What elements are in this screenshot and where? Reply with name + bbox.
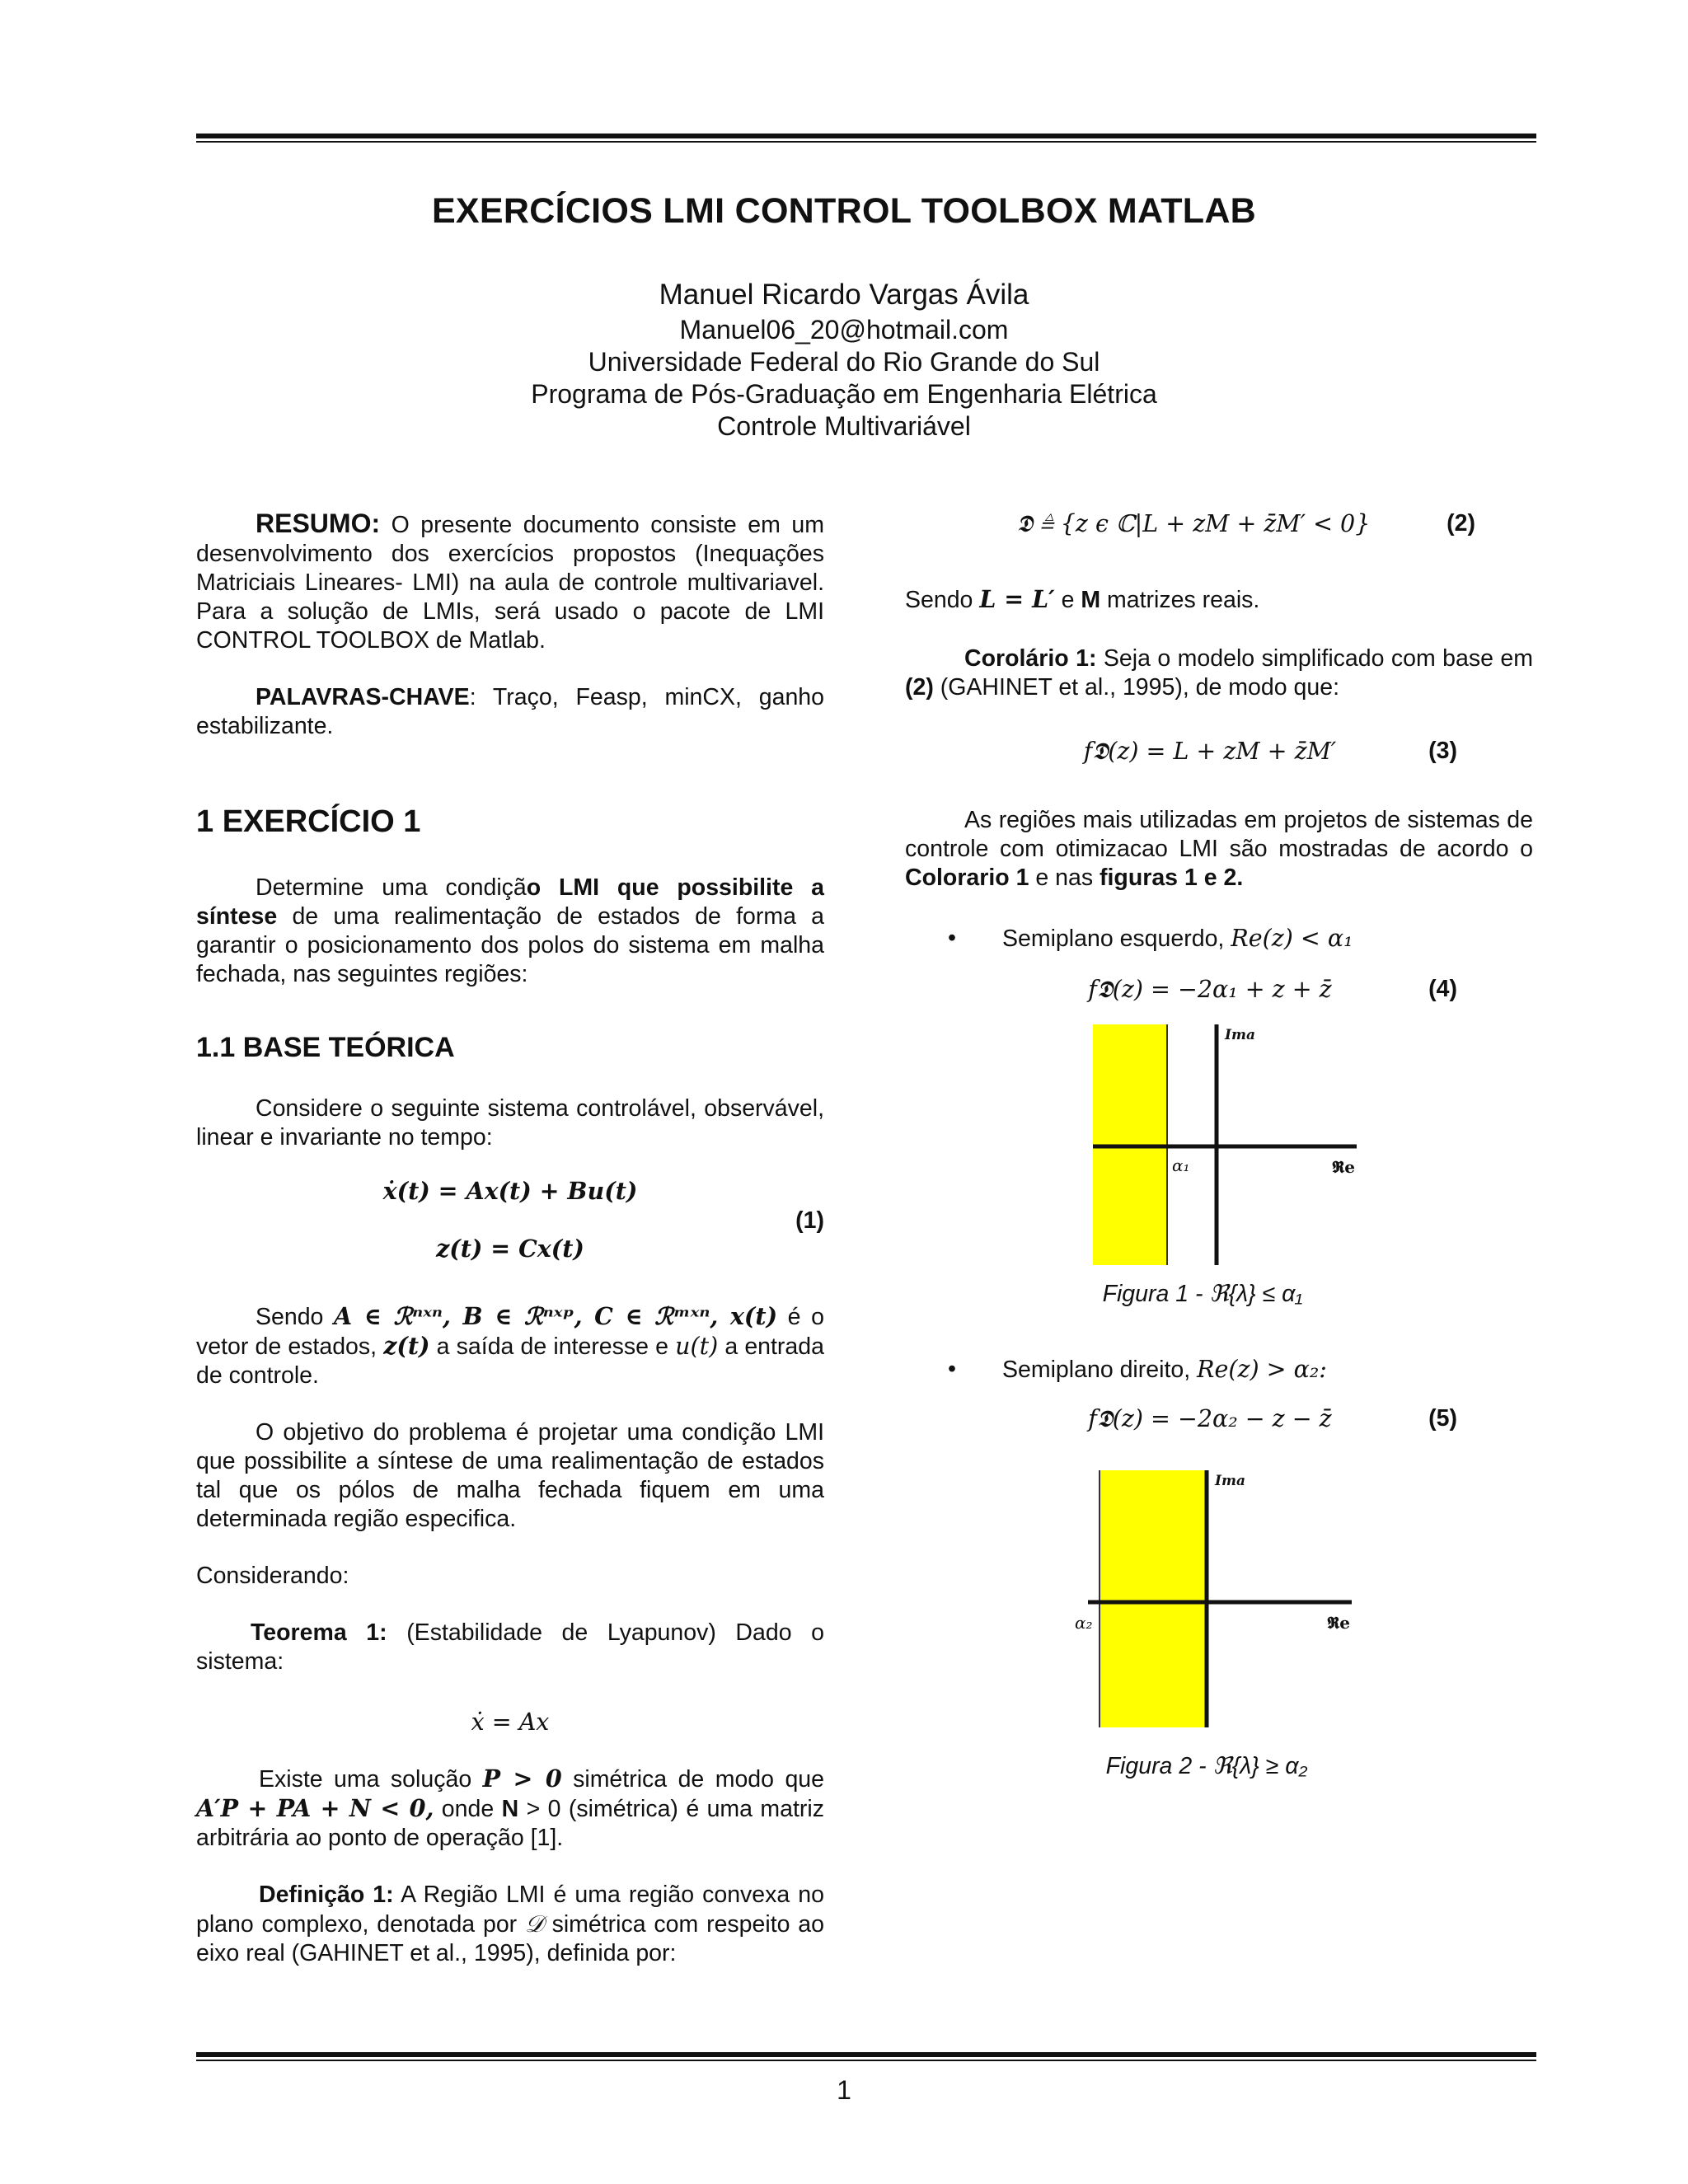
lyap-text-b: simétrica de modo que: [561, 1766, 824, 1793]
bullet-1-text: Semiplano esquerdo,: [1002, 926, 1231, 952]
bullet-2-math: Re(z) > α₂:: [1197, 1356, 1327, 1383]
corollary-text-b: (GAHINET et al., 1995), de modo que:: [933, 674, 1339, 701]
page-number: 1: [837, 2075, 851, 2105]
equation-1: [196, 1177, 824, 1277]
state-text-d: a entrada de controle.: [196, 1333, 824, 1389]
regions-bold-1: Colorario 1: [905, 865, 1029, 891]
corollary-label: Corolário 1:: [964, 645, 1097, 672]
corollary-text-a: Seja o modelo simplificado com base em: [1096, 645, 1534, 672]
author-university: Universidade Federal do Rio Grande do Sul: [588, 347, 1100, 377]
lyap-math-1: P > 0: [482, 1765, 562, 1793]
theorem-paragraph: [196, 1619, 824, 1676]
right-column: [905, 509, 1533, 1781]
state-vector-paragraph: [196, 1302, 824, 1390]
left-column: [196, 509, 824, 1968]
lyap-text-a: Existe uma solução: [259, 1766, 483, 1793]
author-course: Controle Multivariável: [717, 411, 971, 441]
definition-text-b: simétrica com respeito ao eixo real (GAHINET et al., 1995), definida por:: [196, 1911, 824, 1966]
abstract-label: RESUMO:: [256, 509, 381, 538]
keywords-label: PALAVRAS-CHAVE: [256, 684, 470, 710]
figure-1-plot: [1093, 1024, 1373, 1272]
regions-paragraph: [905, 806, 1533, 893]
figure-2-region: [1100, 1470, 1207, 1727]
equation-3-body: f𝕯(z) = L + zM + z̄M′: [1083, 738, 1337, 765]
exercise-paragraph: [196, 874, 824, 989]
matrices-text-c: matrizes reais.: [1100, 587, 1260, 613]
bullet-left-half-plane: [905, 924, 1533, 954]
theorem-text: (Estabilidade de Lyapunov) Dado o sistema:: [196, 1619, 824, 1675]
bullet-right-half-plane: [905, 1355, 1533, 1385]
corollary-paragraph: [905, 644, 1533, 702]
corollary-ref: (2): [905, 674, 934, 701]
state-z: z(t): [383, 1332, 430, 1360]
figure-1-caption: Figura 1 - ℜ{λ} ≤ α₁: [1102, 1281, 1303, 1307]
considering-paragraph: Considerando:: [196, 1563, 349, 1589]
exercise-text-bold: o LMI que possibilite a síntese: [196, 874, 824, 930]
keywords-paragraph: [196, 683, 824, 741]
definition-math: 𝒟: [525, 1910, 544, 1938]
bullet-dot-2: •: [948, 1356, 956, 1382]
equation-1-line-1: ẋ(t) = Ax(t) + Bu(t): [382, 1177, 638, 1205]
author-block: [0, 276, 1688, 443]
equation-4-body: f𝕯(z) = −2α₁ + z + z̄: [1088, 976, 1332, 1003]
figure-2-caption: Figura 2 - ℜ{λ} ≥ α₂: [1105, 1753, 1308, 1779]
objective-paragraph: O objetivo do problema é projetar uma condição LMI que possibilite a síntese de uma realimentação de estados tal que os pólos de malha fechada fiquem em uma determinada região especifica.: [196, 1419, 824, 1532]
keywords-text: : Traço, Feasp, minCX, ganho estabilizante.: [196, 684, 824, 739]
lyap-n: N: [501, 1796, 519, 1822]
figure-2-plot: [1080, 1470, 1360, 1734]
matrices-paragraph: [905, 585, 1533, 615]
equation-5-number: (5): [1428, 1405, 1457, 1432]
matrices-m: M: [1081, 587, 1101, 613]
lyap-math-2: A′P + PA + N < 0,: [196, 1794, 434, 1822]
equation-4: [905, 975, 1533, 1008]
equation-2-body: 𝕯 ≜ {z ϵ ℂ|L + zM + z̄M′ < 0}: [1016, 510, 1371, 537]
bullet-2-text: Semiplano direito,: [1002, 1357, 1198, 1383]
matrices-math: L = L′: [979, 585, 1055, 613]
state-u: u(t): [675, 1333, 719, 1360]
figure-1-ima-label: Ima: [1225, 1027, 1255, 1043]
definition-paragraph: [196, 1881, 824, 1968]
state-text-c: a saída de interesse e: [429, 1333, 676, 1360]
regions-text-a: As regiões mais utilizadas em projetos de sistemas de controle com otimizacao LMI são mostradas de acordo o: [905, 807, 1533, 862]
equation-3-number: (3): [1428, 738, 1457, 764]
author-name: Manuel Ricardo Vargas Ávila: [659, 279, 1029, 311]
figure-1-alpha-label: α₁: [1172, 1155, 1190, 1175]
bullet-1-math: Re(z) < α₁: [1231, 925, 1353, 952]
abstract-text: O presente documento consiste em um desenvolvimento dos exercícios propostos (Inequações Matriciais Lineares- LMI) na aula de controle multivariavel. Para a solução de LMIs, será usado o pacote de LMI CONTROL TOOLBOX de Matlab.: [196, 512, 824, 654]
regions-bold-2: figuras 1 e 2.: [1100, 865, 1244, 891]
figure-2-ima-label: Ima: [1215, 1473, 1245, 1489]
exercise-text-c: de uma realimentação de estados de forma a garantir o posicionamento dos polos do sistema em malha fechada, nas seguintes regiões:: [196, 903, 824, 987]
section-heading: 1 EXERCÍCIO 1: [196, 804, 421, 839]
lyapunov-solution-paragraph: [196, 1765, 824, 1853]
figure-2-alpha-label: α₂: [1075, 1613, 1093, 1633]
lyap-text-d: > 0 (simétrica) é uma matriz arbitrária ao ponto de operação [1].: [196, 1796, 824, 1851]
matrices-text-b: e: [1054, 587, 1081, 613]
equation-5: [905, 1404, 1533, 1437]
figure-2: [1075, 1470, 1360, 1734]
equation-2-number: (2): [1447, 510, 1475, 537]
equation-1-number: (1): [795, 1207, 824, 1234]
figure-2-re-label: 𝕽e: [1327, 1613, 1350, 1633]
exercise-text-a: Determine uma condiçã: [256, 874, 527, 901]
system-paragraph: Considere o seguinte sistema controlável, observável, linear e invariante no tempo:: [196, 1095, 824, 1151]
matrices-text-a: Sendo: [905, 587, 980, 613]
state-text-a: Sendo: [256, 1304, 335, 1330]
equation-2: [905, 509, 1533, 542]
subsection-heading: 1.1 BASE TEÓRICA: [196, 1032, 455, 1063]
equation-5-body: f𝕯(z) = −2α₂ − z − z̄: [1088, 1405, 1332, 1432]
figure-1-re-label: 𝕽e: [1332, 1157, 1355, 1177]
state-text-b: é o vetor de estados,: [196, 1304, 824, 1360]
author-program: Programa de Pós-Graduação em Engenharia Elétrica: [531, 379, 1157, 409]
equation-3: [905, 737, 1533, 770]
definition-label: Definição 1:: [259, 1882, 394, 1908]
bullet-dot: •: [948, 925, 956, 951]
abstract-paragraph: [196, 509, 824, 655]
lyap-text-c: onde: [434, 1796, 502, 1822]
theorem-label: Teorema 1:: [251, 1619, 387, 1646]
regions-text-c: e nas: [1029, 865, 1100, 891]
state-math: A ∈ ℛⁿˣⁿ, B ∈ ℛⁿˣᵖ, C ∈ ℛᵐˣⁿ, x(t): [334, 1302, 778, 1330]
figure-1: [1093, 1024, 1373, 1272]
equation-4-number: (4): [1428, 976, 1457, 1002]
bottom-rule: [196, 2052, 1536, 2061]
equation-1-line-2: z(t) = Cx(t): [436, 1235, 584, 1263]
author-email: Manuel06_20@hotmail.com: [679, 315, 1009, 344]
page-title: EXERCÍCIOS LMI CONTROL TOOLBOX MATLAB: [431, 191, 1257, 231]
lyapunov-equation: ẋ = Ax: [471, 1708, 550, 1736]
definition-text-a: A Região LMI é uma região convexa no plano complexo, denotada por: [196, 1882, 824, 1938]
top-rule: [196, 134, 1536, 143]
